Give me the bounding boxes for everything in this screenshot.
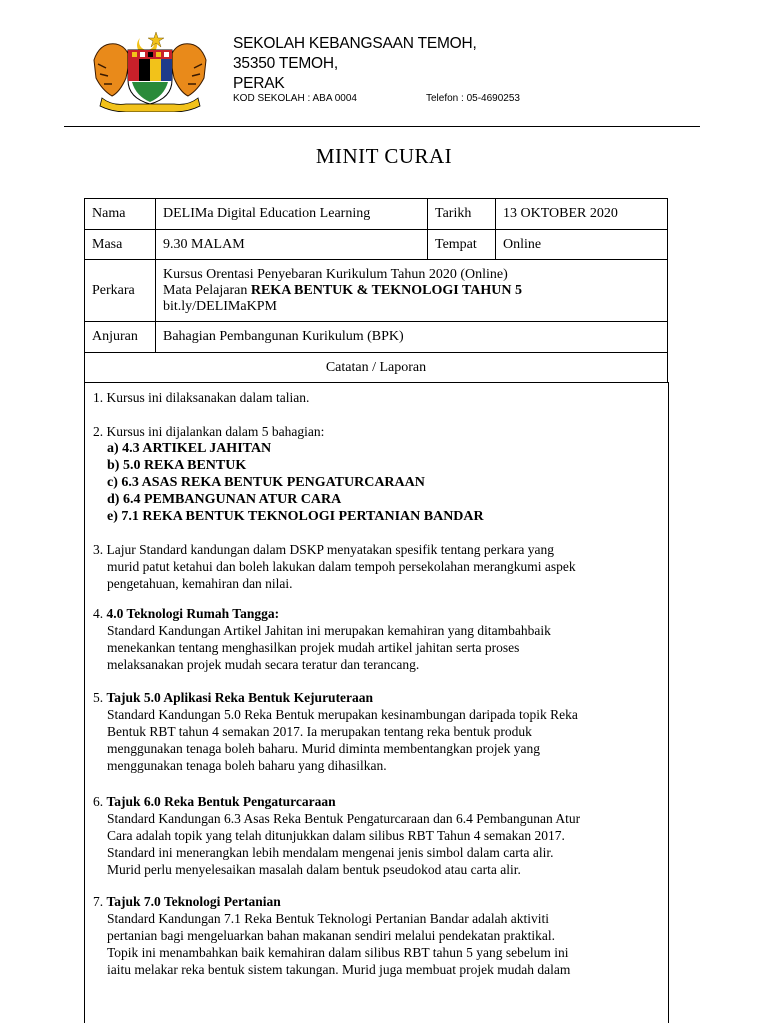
table-row [85, 199, 668, 230]
note-4-title: 4.0 Teknologi Rumah Tangga: [106, 606, 280, 621]
note-1: 1. Kursus ini dilaksanakan dalam talian. [93, 390, 310, 405]
school-address-line: 35350 TEMOH, [233, 55, 339, 72]
note-4-line1: Standard Kandungan Artikel Jahitan ini merupakan kemahiran yang ditambahbaik [107, 623, 551, 638]
note-6-line4: Murid perlu menyelesaikan masalah dalam bentuk pseudokod atau carta alir. [107, 862, 521, 877]
note-7-heading [93, 893, 661, 910]
note-7-line2: pertanian bagi mengeluarkan bahan makanan sendiri melalui pendekatan praktikal. [107, 928, 555, 943]
perkara-line1: Kursus Orentasi Penyebaran Kurikulum Tahun 2020 (Online) [163, 266, 508, 282]
note-7-line4: iaitu melakar reka bentuk sistem takungan. Murid juga membuat projek mudah dalam [107, 962, 571, 977]
note-6 [93, 793, 661, 878]
perkara-line2 [163, 283, 667, 299]
table-row [85, 322, 668, 353]
note-2 [93, 423, 661, 525]
note-5-line2: Bentuk RBT tahun 4 semakan 2017. Ia merupakan tentang reka bentuk produk [107, 724, 532, 739]
note-5-line4: menggunakan tenaga boleh baharu yang dihasilkan. [107, 758, 387, 773]
perkara-link: bit.ly/DELIMaKPM [163, 298, 277, 314]
masa-value: 9.30 MALAM [156, 230, 428, 260]
meeting-info-table [84, 198, 668, 383]
note-3-line3: pengetahuan, kemahiran dan nilai. [107, 576, 293, 591]
school-phone: Telefon : 05-4690253 [426, 93, 520, 104]
tempat-label: Tempat [428, 230, 496, 260]
header-divider [64, 126, 700, 127]
notes-section [84, 382, 669, 1023]
note-7-line1: Standard Kandungan 7.1 Reka Bentuk Teknologi Pertanian Bandar adalah aktiviti [107, 911, 549, 926]
note-6-line2: Cara adalah topik yang telah ditunjukkan dalam silibus RBT Tahun 4 semakan 2017. [107, 828, 565, 843]
note-2-item-c: c) 6.3 ASAS REKA BENTUK PENGATURCARAAN [107, 475, 425, 490]
anjuran-value: Bahagian Pembangunan Kurikulum (BPK) [156, 322, 668, 353]
tarikh-label: Tarikh [428, 199, 496, 230]
note-2-intro: 2. Kursus ini dijalankan dalam 5 bahagian: [93, 424, 325, 439]
perkara-value [156, 260, 668, 322]
note-2-item-b: b) 5.0 REKA BENTUK [107, 458, 247, 473]
document-title: MINIT CURAI [315, 144, 453, 168]
perkara-subject-prefix: Mata Pelajaran [163, 282, 251, 298]
perkara-subject: REKA BENTUK & TEKNOLOGI TAHUN 5 [250, 282, 522, 298]
note-4-line3: melaksanakan projek mudah secara teratur dan terancang. [107, 657, 420, 672]
note-6-title: Tajuk 6.0 Reka Bentuk Pengaturcaraan [106, 794, 336, 809]
note-4-line2: menekankan tentang menghasilkan projek mudah artikel jahitan serta proses [107, 640, 520, 655]
note-5 [93, 689, 661, 774]
tarikh-value: 13 OKTOBER 2020 [496, 199, 668, 230]
note-2-item-d: d) 6.4 PEMBANGUNAN ATUR CARA [107, 492, 342, 507]
coat-of-arms-icon [88, 30, 212, 112]
note-5-line3: menggunakan tenaga boleh baharu. Murid diminta membentangkan projek yang [107, 741, 540, 756]
nama-label: Nama [85, 199, 156, 230]
school-name-line1: SEKOLAH KEBANGSAAN TEMOH, [233, 35, 477, 52]
note-4-number: 4. [93, 606, 107, 621]
catatan-heading: Catatan / Laporan [85, 353, 668, 383]
table-row [85, 230, 668, 260]
letterhead [0, 0, 768, 130]
note-4 [93, 605, 661, 673]
note-5-title: Tajuk 5.0 Aplikasi Reka Bentuk Kejuruteraan [106, 690, 374, 705]
note-3-line1: 3. Lajur Standard kandungan dalam DSKP menyatakan spesifik tentang perkara yang [93, 542, 554, 557]
perkara-label: Perkara [85, 260, 156, 322]
note-6-number: 6. [93, 794, 107, 809]
school-code: KOD SEKOLAH : ABA 0004 [233, 93, 357, 104]
tempat-value: Online [496, 230, 668, 260]
masa-label: Masa [85, 230, 156, 260]
note-2-item-a: a) 4.3 ARTIKEL JAHITAN [107, 441, 272, 456]
note-7 [93, 893, 661, 978]
note-5-line1: Standard Kandungan 5.0 Reka Bentuk merupakan kesinambungan daripada topik Reka [107, 707, 578, 722]
school-meta [233, 93, 520, 104]
table-row [85, 353, 668, 383]
nama-value: DELIMa Digital Education Learning [156, 199, 428, 230]
note-7-line3: Topik ini menambahkan baik kemahiran dalam silibus RBT tahun 5 yang sebelum ini [107, 945, 569, 960]
anjuran-label: Anjuran [85, 322, 156, 353]
school-name [233, 34, 477, 94]
table-row [85, 260, 668, 322]
note-7-title: Tajuk 7.0 Teknologi Pertanian [106, 894, 281, 909]
note-3 [93, 541, 661, 592]
note-5-number: 5. [93, 690, 107, 705]
note-4-heading [93, 605, 661, 622]
note-2-item-e: e) 7.1 REKA BENTUK TEKNOLOGI PERTANIAN BANDAR [107, 509, 484, 524]
note-5-heading [93, 689, 661, 706]
note-6-heading [93, 793, 661, 810]
note-7-number: 7. [93, 894, 107, 909]
school-state-line: PERAK [233, 75, 285, 92]
note-6-line1: Standard Kandungan 6.3 Asas Reka Bentuk Pengaturcaraan dan 6.4 Pembangunan Atur [107, 811, 581, 826]
note-6-line3: Standard ini menerangkan lebih mendalam mengenai jenis simbol dalam carta alir. [107, 845, 554, 860]
note-3-line2: murid patut ketahui dan boleh lakukan dalam tempoh persekolahan merangkumi aspek [107, 559, 576, 574]
